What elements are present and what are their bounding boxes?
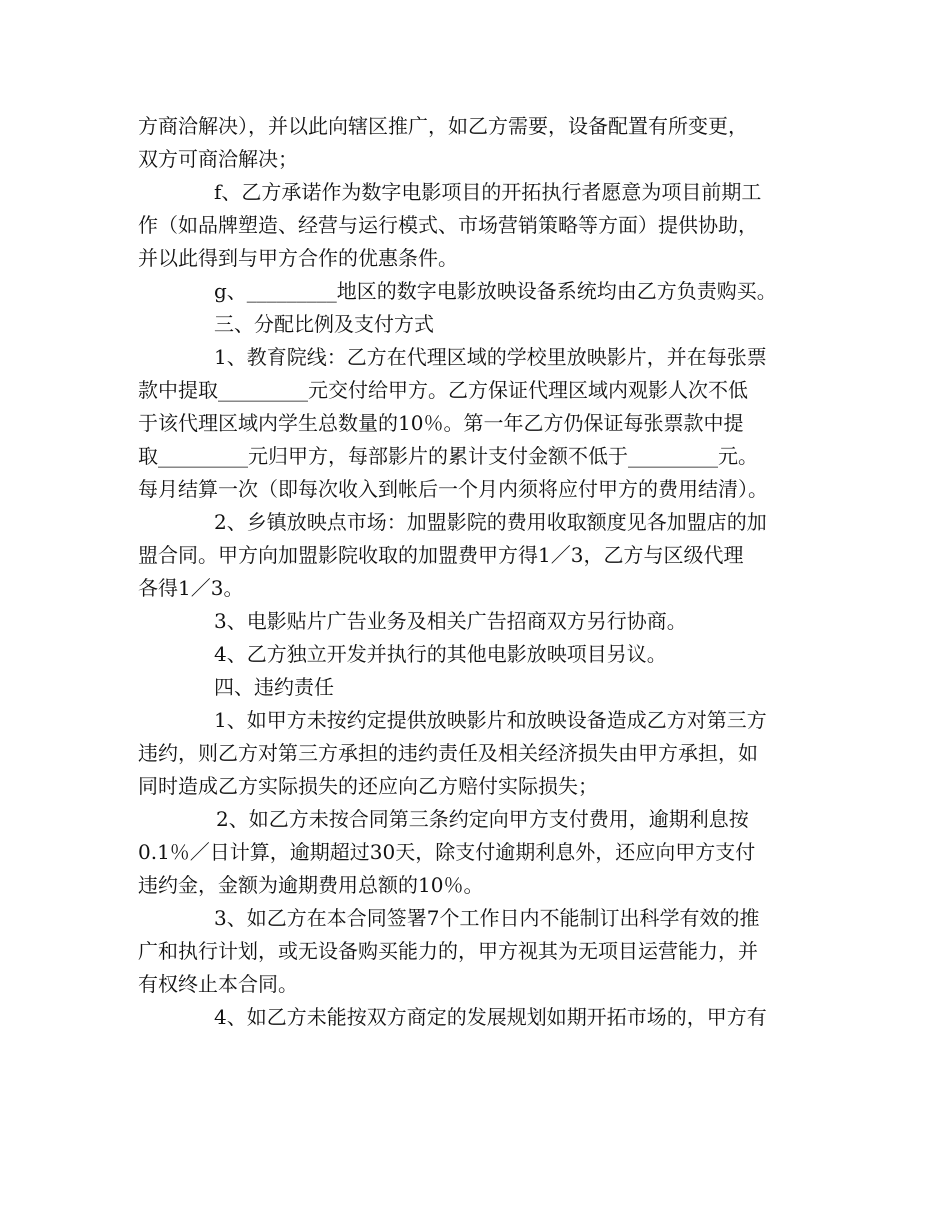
paragraph: [138, 605, 828, 638]
text-line: 取_________元归甲方，每部影片的累计支付金额不低于_________元。: [138, 444, 758, 468]
text-line: 款中提取_________元交付给甲方。乙方保证代理区域内观影人次不低: [138, 378, 748, 402]
text-line: 每月结算一次（即每次收入到帐后一个月内须将应付甲方的费用结清）。: [138, 477, 768, 501]
text-line: 4、如乙方未能按双方商定的发展规划如期开拓市场的，甲方有: [214, 1005, 767, 1029]
paragraph: [138, 803, 828, 902]
text-line: 四、违约责任: [214, 675, 334, 699]
text-line: 各得1／3。: [138, 576, 244, 600]
text-line: 同时造成乙方实际损失的还应向乙方赔付实际损失；: [138, 774, 598, 798]
text-line: f、乙方承诺作为数字电影项目的开拓执行者愿意为项目前期工: [214, 180, 762, 204]
paragraph: [138, 704, 828, 803]
text-line: 三、分配比例及支付方式: [214, 312, 434, 336]
paragraph: [138, 176, 828, 275]
paragraph: [138, 902, 828, 1001]
text-line: 0.1％／日计算，逾期超过30天，除支付逾期利息外，还应向甲方支付: [138, 840, 756, 864]
text-line: 1、教育院线：乙方在代理区域的学校里放映影片，并在每张票: [214, 345, 767, 369]
text-line: 违约，则乙方对第三方承担的违约责任及相关经济损失由甲方承担，如: [138, 741, 758, 765]
paragraph: [138, 638, 828, 671]
text-line: 2、如乙方未按合同第三条约定向甲方支付费用，逾期利息按: [216, 807, 749, 831]
text-line: 3、如乙方在本合同签署7个工作日内不能制订出科学有效的推: [214, 906, 760, 930]
paragraph: [138, 110, 828, 176]
text-line: g、_________地区的数字电影放映设备系统均由乙方负责购买。: [214, 279, 777, 303]
text-line: 有权终止本合同。: [138, 972, 298, 996]
text-line: 于该代理区域内学生总数量的10％。第一年乙方仍保证每张票款中提: [138, 411, 744, 435]
section-heading: [138, 671, 828, 704]
text-line: 违约金，金额为逾期费用总额的10％。: [138, 873, 484, 897]
text-line: 盟合同。甲方向加盟影院收取的加盟费甲方得1／3，乙方与区级代理: [138, 543, 744, 567]
text-line: 1、如甲方未按约定提供放映影片和放映设备造成乙方对第三方: [214, 708, 767, 732]
document-body: [138, 110, 828, 1034]
text-line: 3、电影贴片广告业务及相关广告招商双方另行协商。: [214, 609, 687, 633]
text-line: 作（如品牌塑造、经营与运行模式、市场营销策略等方面）提供协助，: [138, 213, 758, 237]
text-line: 并以此得到与甲方合作的优惠条件。: [138, 246, 458, 270]
text-line: 4、乙方独立开发并执行的其他电影放映项目另议。: [214, 642, 667, 666]
text-line: 2、乡镇放映点市场：加盟影院的费用收取额度见各加盟店的加: [214, 510, 767, 534]
paragraph: [138, 275, 828, 308]
paragraph: [138, 506, 828, 605]
text-line: 广和执行计划，或无设备购买能力的，甲方视其为无项目运营能力，并: [138, 939, 758, 963]
text-line: 方商洽解决），并以此向辖区推广，如乙方需要，设备配置有所变更，: [138, 114, 748, 138]
paragraph: [138, 1001, 828, 1034]
section-heading: [138, 308, 828, 341]
text-line: 双方可商洽解决；: [138, 147, 298, 171]
paragraph: [138, 341, 828, 506]
